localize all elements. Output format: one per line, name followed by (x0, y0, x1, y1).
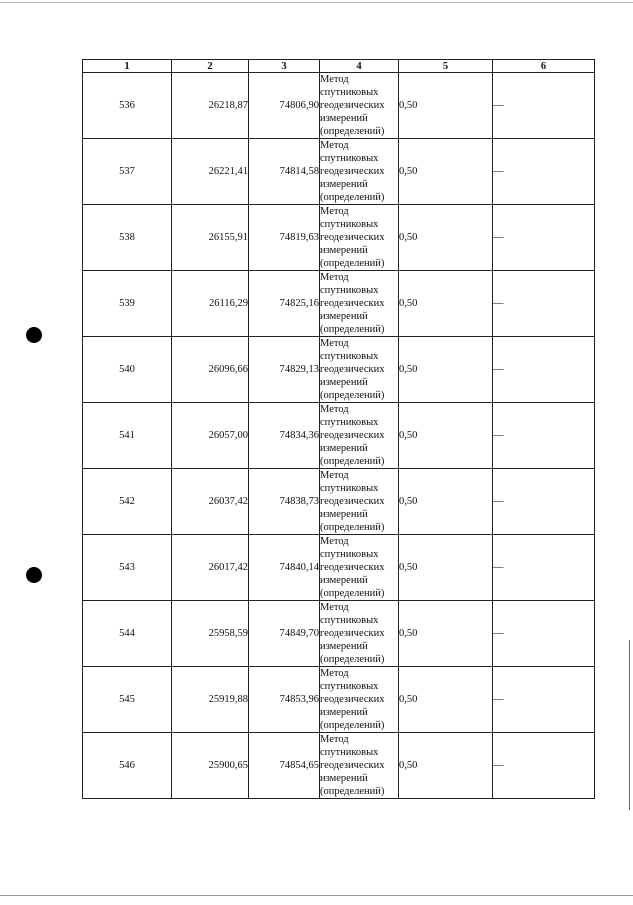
table-row (83, 73, 595, 139)
coord-y: 74853,96 (249, 667, 320, 733)
coord-x: 26037,42 (172, 469, 249, 535)
coord-x: 25958,59 (172, 601, 249, 667)
coord-x: 26218,87 (172, 73, 249, 139)
header-col-3: 3 (249, 60, 320, 73)
coord-x: 26017,42 (172, 535, 249, 601)
description-dash: — (493, 667, 595, 733)
method-cell (320, 205, 399, 271)
method-line: (определений) (320, 192, 385, 203)
method-line: геодезических (320, 430, 385, 441)
method-line: измерений (320, 509, 368, 520)
description-dash: — (493, 205, 595, 271)
point-number: 543 (83, 535, 172, 601)
method-line: спутниковых (320, 747, 379, 758)
coord-x: 26116,29 (172, 271, 249, 337)
method-line: спутниковых (320, 219, 379, 230)
coordinates-table (82, 59, 595, 799)
coord-y: 74825,16 (249, 271, 320, 337)
method-line: спутниковых (320, 285, 379, 296)
method-line: спутниковых (320, 483, 379, 494)
scan-top-edge (0, 2, 633, 3)
table-row (83, 535, 595, 601)
point-number: 541 (83, 403, 172, 469)
method-line: геодезических (320, 760, 385, 771)
point-number: 546 (83, 733, 172, 799)
description-dash: — (493, 73, 595, 139)
accuracy-value: 0,50 (399, 271, 493, 337)
table-row (83, 139, 595, 205)
method-line: геодезических (320, 100, 385, 111)
method-line: Метод (320, 602, 349, 613)
method-line: измерений (320, 641, 368, 652)
point-number: 538 (83, 205, 172, 271)
method-line: Метод (320, 734, 349, 745)
method-line: измерений (320, 443, 368, 454)
method-line: (определений) (320, 390, 385, 401)
table-row (83, 403, 595, 469)
method-line: Метод (320, 272, 349, 283)
method-line: Метод (320, 206, 349, 217)
method-line: измерений (320, 245, 368, 256)
method-line: Метод (320, 140, 349, 151)
punch-hole-top (26, 327, 42, 343)
coord-y: 74819,63 (249, 205, 320, 271)
method-line: Метод (320, 470, 349, 481)
method-line: (определений) (320, 456, 385, 467)
header-col-2: 2 (172, 60, 249, 73)
method-line: (определений) (320, 588, 385, 599)
method-line: измерений (320, 575, 368, 586)
table-row (83, 205, 595, 271)
method-cell (320, 535, 399, 601)
table-row (83, 337, 595, 403)
point-number: 544 (83, 601, 172, 667)
method-cell (320, 139, 399, 205)
point-number: 536 (83, 73, 172, 139)
description-dash: — (493, 337, 595, 403)
method-line: (определений) (320, 720, 385, 731)
coord-y: 74840,14 (249, 535, 320, 601)
method-cell (320, 733, 399, 799)
method-line: спутниковых (320, 417, 379, 428)
method-line: измерений (320, 707, 368, 718)
description-dash: — (493, 601, 595, 667)
method-line: спутниковых (320, 681, 379, 692)
method-cell (320, 667, 399, 733)
point-number: 540 (83, 337, 172, 403)
method-cell (320, 337, 399, 403)
method-line: (определений) (320, 654, 385, 665)
method-line: Метод (320, 74, 349, 85)
method-line: спутниковых (320, 351, 379, 362)
method-line: измерений (320, 311, 368, 322)
method-line: Метод (320, 668, 349, 679)
description-dash: — (493, 139, 595, 205)
method-line: измерений (320, 113, 368, 124)
coord-y: 74838,73 (249, 469, 320, 535)
coord-y: 74829,13 (249, 337, 320, 403)
header-col-6: 6 (493, 60, 595, 73)
method-line: геодезических (320, 232, 385, 243)
method-line: геодезических (320, 496, 385, 507)
table-row (83, 271, 595, 337)
method-cell (320, 73, 399, 139)
coord-y: 74806,90 (249, 73, 320, 139)
header-row (83, 60, 595, 73)
method-line: геодезических (320, 166, 385, 177)
description-dash: — (493, 403, 595, 469)
accuracy-value: 0,50 (399, 73, 493, 139)
table-row (83, 733, 595, 799)
coord-x: 26221,41 (172, 139, 249, 205)
method-line: геодезических (320, 364, 385, 375)
scan-right-edge (629, 640, 630, 810)
method-line: спутниковых (320, 549, 379, 560)
point-number: 539 (83, 271, 172, 337)
coord-x: 26096,66 (172, 337, 249, 403)
method-cell (320, 469, 399, 535)
table-row (83, 601, 595, 667)
method-line: (определений) (320, 522, 385, 533)
method-line: Метод (320, 338, 349, 349)
method-line: спутниковых (320, 87, 379, 98)
coord-x: 26155,91 (172, 205, 249, 271)
point-number: 537 (83, 139, 172, 205)
coord-x: 26057,00 (172, 403, 249, 469)
coord-x: 25919,88 (172, 667, 249, 733)
accuracy-value: 0,50 (399, 535, 493, 601)
method-cell (320, 601, 399, 667)
coord-x: 25900,65 (172, 733, 249, 799)
method-line: геодезических (320, 298, 385, 309)
coord-y: 74814,58 (249, 139, 320, 205)
description-dash: — (493, 733, 595, 799)
method-line: измерений (320, 179, 368, 190)
method-line: (определений) (320, 786, 385, 797)
method-line: Метод (320, 536, 349, 547)
accuracy-value: 0,50 (399, 205, 493, 271)
description-dash: — (493, 469, 595, 535)
scan-bottom-edge (0, 895, 633, 896)
method-line: (определений) (320, 258, 385, 269)
point-number: 545 (83, 667, 172, 733)
description-dash: — (493, 271, 595, 337)
table-row (83, 469, 595, 535)
header-col-4: 4 (320, 60, 399, 73)
accuracy-value: 0,50 (399, 733, 493, 799)
method-line: геодезических (320, 694, 385, 705)
point-number: 542 (83, 469, 172, 535)
accuracy-value: 0,50 (399, 337, 493, 403)
accuracy-value: 0,50 (399, 667, 493, 733)
accuracy-value: 0,50 (399, 139, 493, 205)
method-line: измерений (320, 377, 368, 388)
header-col-1: 1 (83, 60, 172, 73)
accuracy-value: 0,50 (399, 403, 493, 469)
method-line: (определений) (320, 324, 385, 335)
coord-y: 74854,65 (249, 733, 320, 799)
coord-y: 74834,36 (249, 403, 320, 469)
accuracy-value: 0,50 (399, 601, 493, 667)
method-line: спутниковых (320, 615, 379, 626)
accuracy-value: 0,50 (399, 469, 493, 535)
method-line: (определений) (320, 126, 385, 137)
method-cell (320, 403, 399, 469)
method-line: Метод (320, 404, 349, 415)
header-col-5: 5 (399, 60, 493, 73)
coord-y: 74849,70 (249, 601, 320, 667)
method-line: спутниковых (320, 153, 379, 164)
description-dash: — (493, 535, 595, 601)
method-line: геодезических (320, 562, 385, 573)
punch-hole-bottom (26, 567, 42, 583)
table-row (83, 667, 595, 733)
method-cell (320, 271, 399, 337)
method-line: геодезических (320, 628, 385, 639)
method-line: измерений (320, 773, 368, 784)
